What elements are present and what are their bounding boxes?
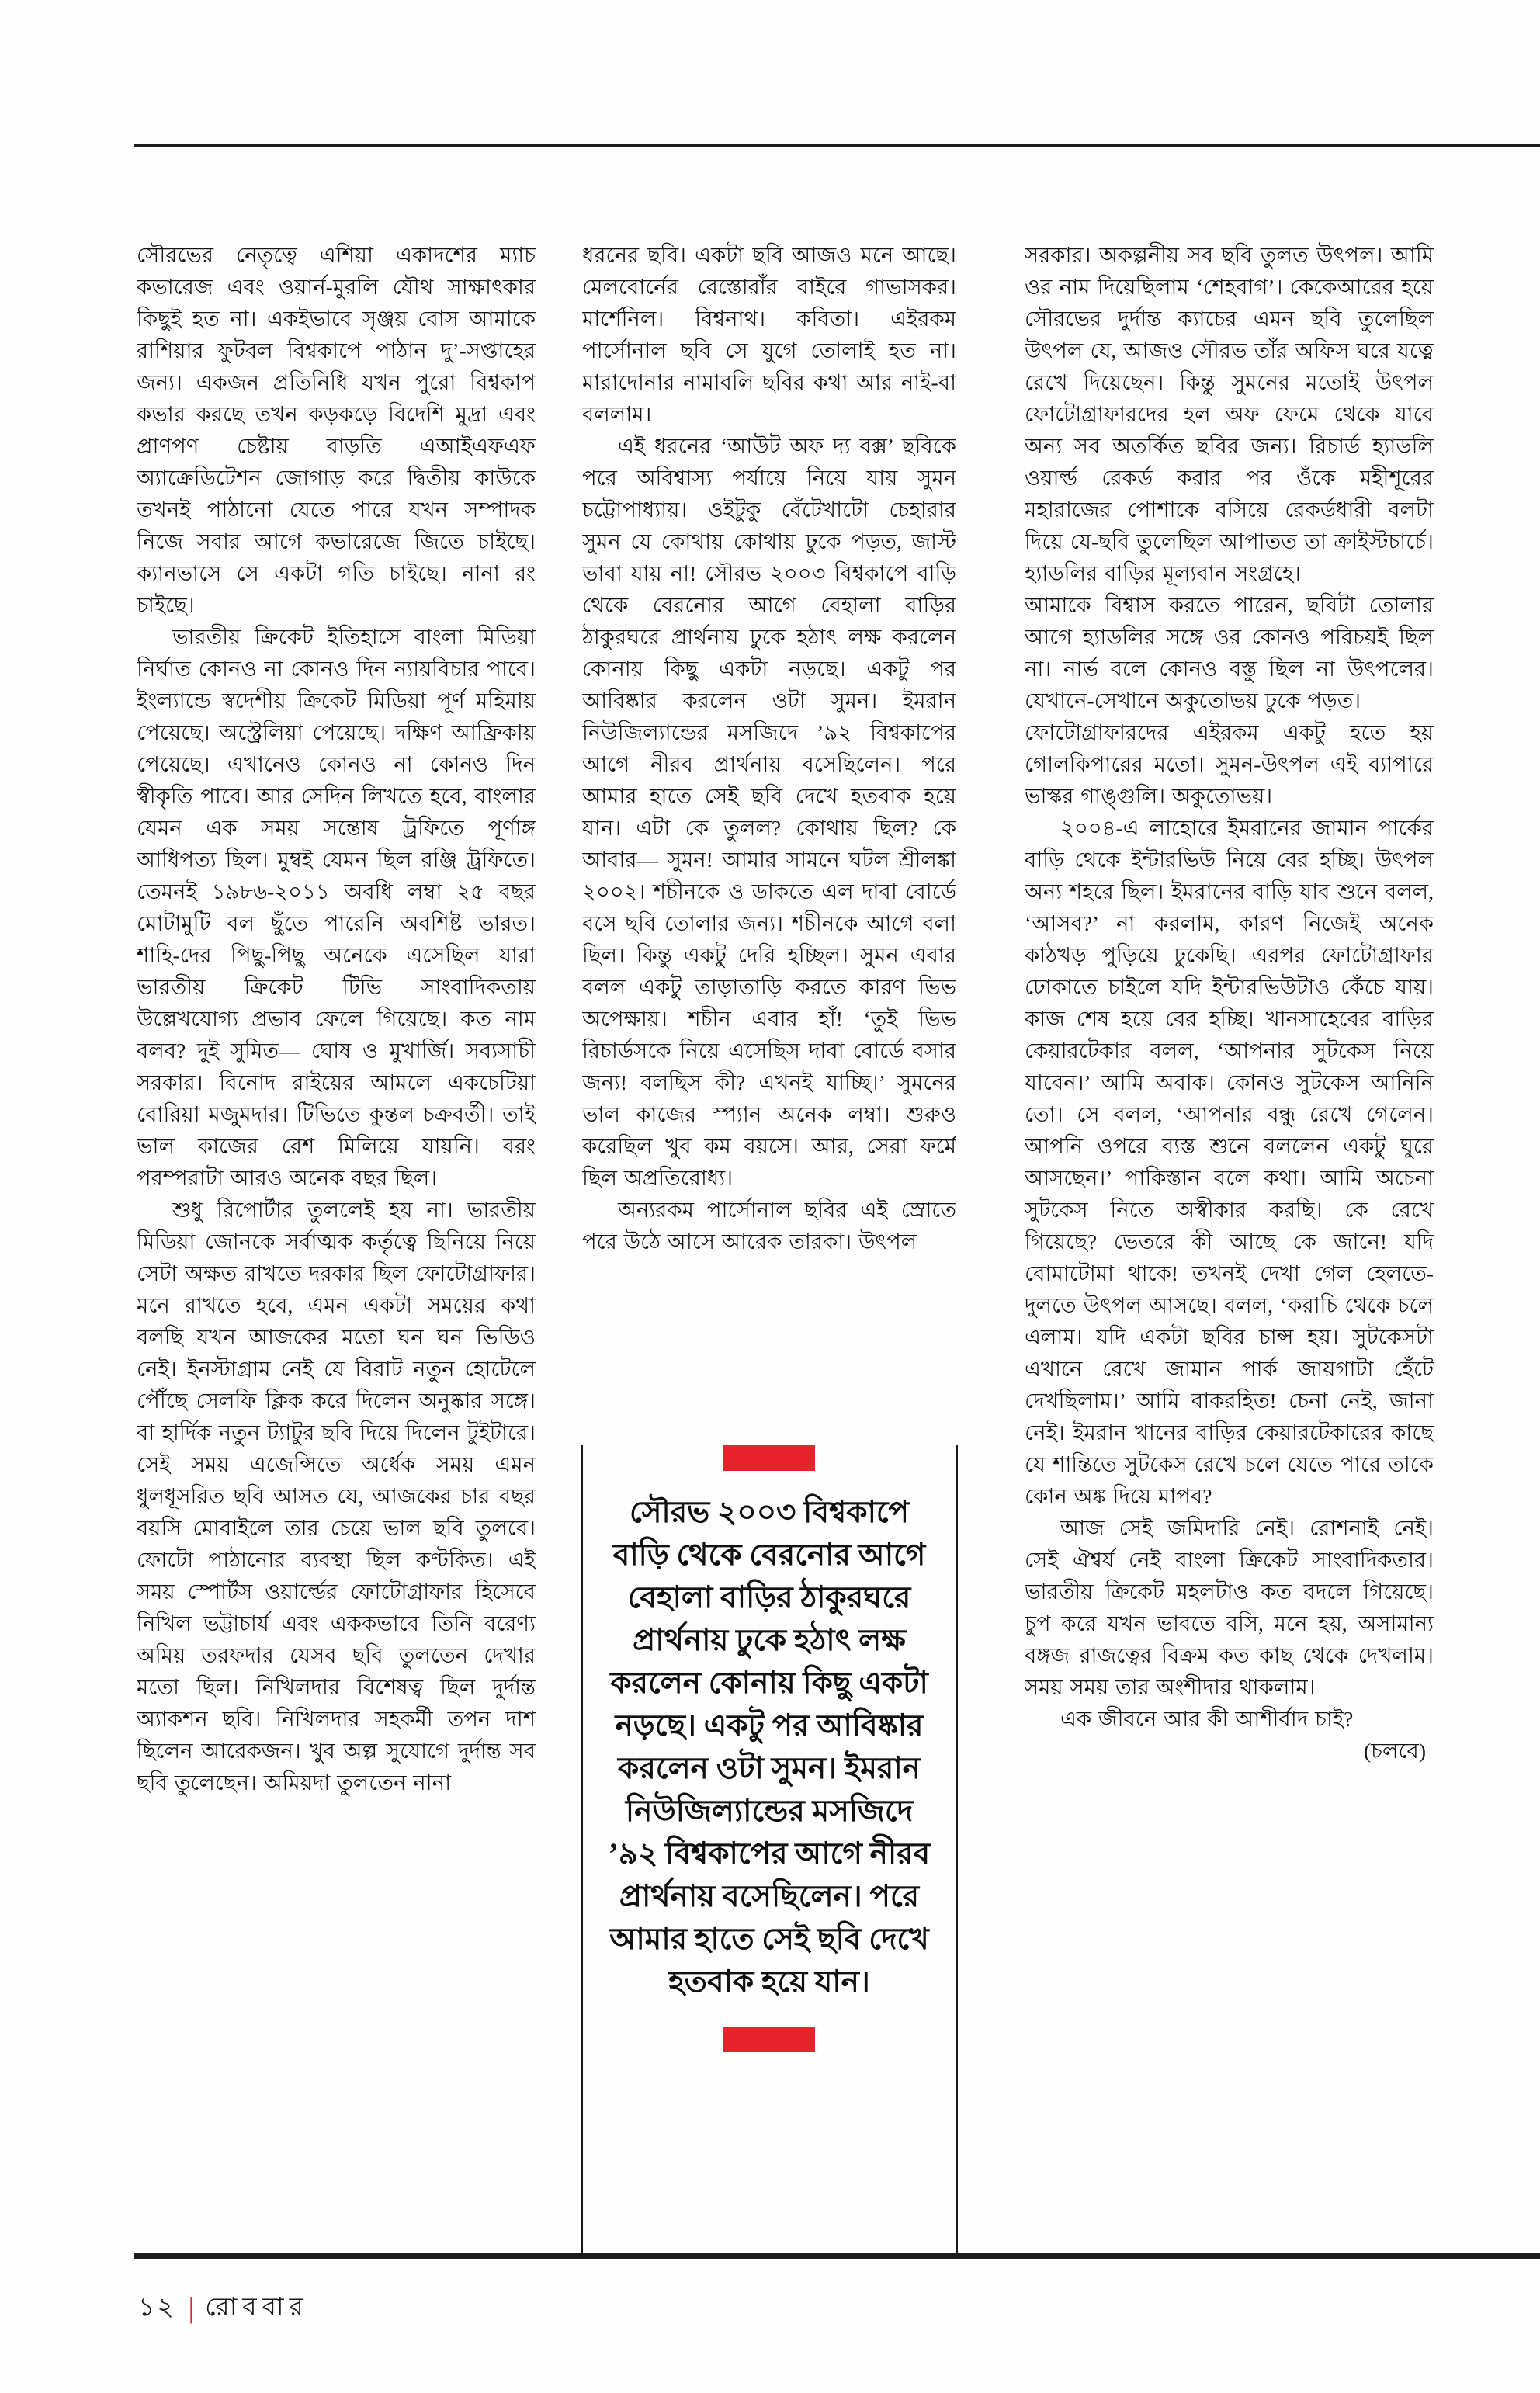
pull-quote-text: সৌরভ ২০০৩ বিশ্বকাপে বাড়ি থেকে বেরনোর আগে বেহালা বাড়ির ঠাকুরঘরে প্রার্থনায় ঢুকে হঠাৎ লক্ষ করলেন কোনায় কিছু একটা নড়ছে। একটু পর আবিষ্কার করলেন ওটা সুমন। ইমরান নিউজিল্যান্ডের মসজিদে ’৯২ বিশ্বকাপের আগে নীরব প্রার্থনায় বসেছিলেন। পরে আমার হাতে সেই ছবি দেখে হতবাক হয়ে যান। <box>608 1496 931 1999</box>
paragraph: ধরনের ছবি। একটা ছবি আজও মনে আছে। মেলবোর্নের রেস্তোরাঁর বাইরে গাভাসকর। মার্শেনিল। বিশ্বনাথ। কবিতা। এইরকম পার্সোনাল ছবি সে যুগে তোলাই হত না। মারাদোনার নামাবলি ছবির কথা আর নাই-বা বললাম। <box>582 243 956 426</box>
page-number: ১২ <box>138 2294 176 2322</box>
paragraph: এই ধরনের ‘আউট অফ দ্য বক্স’ ছবিকে পরে অবিশ্বাস্য পর্যায়ে নিয়ে যায় সুমন চট্টোপাধ্যায়। ওইটুকু বেঁটেখাটো চেহারার সুমন যে কোথায় কোথায় ঢুকে পড়ত, জাস্ট ভাবা যায় না! সৌরভ ২০০৩ বিশ্বকাপে বাড়ি থেকে বেরনোর আগে বেহালা বাড়ির ঠাকুরঘরে প্রার্থনায় ঢুকে হঠাৎ লক্ষ করলেন কোনায় কিছু একটা নড়ছে। একটু পর আবিষ্কার করলেন ওটা সুমন। ইমরান নিউজিল্যান্ডের মসজিদে ’৯২ বিশ্বকাপের আগে নীরব প্রার্থনায় বসেছিলেন। পরে আমার হাতে সেই ছবি দেখে হতবাক হয়ে যান। এটা কে তুলল? কোথায় ছিল? কে আবার— সুমন! আমার সামনে ঘটল শ্রীলঙ্কা ২০০২। শচীনকে ও ডাকতে এল দাবা বোর্ডে বসে ছবি তোলার জন্য। শচীনকে আগে বলা ছিল। কিন্তু একটু দেরি হচ্ছিল। সুমন এবার বলল একটু তাড়াতাড়ি করতে কারণ ভিভ অপেক্ষায়। শচীন এবার হাঁ! ‘তুই ভিভ রিচার্ডসকে নিয়ে এসেছিস দাবা বোর্ডে বসার জন্য! বলছিস কী? এখনই যাচ্ছি।’ সুমনের ভাল কাজের স্প্যান অনেক লম্বা। শুরুও করেছিল খুব কম বয়সে। আর, সেরা ফর্মে ছিল অপ্রতিরোধ্য। <box>582 434 956 1190</box>
paragraph: অন্যরকম পার্সোনাল ছবির এই স্রোতে পরে উঠে আসে আরেক তারকা। উৎপল <box>582 1198 956 1254</box>
paragraph: সৌরভের নেতৃত্বে এশিয়া একাদশের ম্যাচ কভারেজ এবং ওয়ার্ন-মুরলি যৌথ সাক্ষাৎকার কিছুই হত না। একইভাবে সৃঞ্জয় বোস আমাকে রাশিয়ার ফুটবল বিশ্বকাপে পাঠান দু’-সপ্তাহের জন্য। একজন প্রতিনিধি যখন পুরো বিশ্বকাপ কভার করছে তখন কড়কড়ে বিদেশি মুদ্রা এবং প্রাণপণ চেষ্টায় বাড়তি এআইএফএফ অ্যাক্রেডিটেশন জোগাড় করে দ্বিতীয় কাউকে তখনই পাঠানো যেতে পারে যখন সম্পাদক নিজে সবার আগে কভারেজে জিতে চাইছে। ক্যানভাসে সে একটা গতি চাইছে। নানা রং চাইছে। <box>137 243 536 617</box>
pull-quote-bottom-accent-bar <box>723 2027 815 2052</box>
continuation-mark: (চলবে) <box>1363 1739 1426 1763</box>
paragraph: আমাকে বিশ্বাস করতে পারেন, ছবিটা তোলার আগে হ্যাডলির সঙ্গে ওর কোনও পরিচয়ই ছিল না। নার্ভ বলে কোনও বস্তু ছিল না উৎপলের। যেখানে-সেখানে অকুতোভয় ঢুকে পড়ত। <box>1025 593 1434 713</box>
article-column-1 <box>137 239 536 2246</box>
footer-rule <box>134 2253 1540 2259</box>
pull-quote-box <box>581 1445 958 2256</box>
pull-quote-top-accent-bar <box>723 1445 815 1471</box>
paragraph: ভারতীয় ক্রিকেট ইতিহাসে বাংলা মিডিয়া নির্ঘাত কোনও না কোনও দিন ন্যায়বিচার পাবে। ইংল্যান্ডে স্বদেশীয় ক্রিকেট মিডিয়া পূর্ণ মহিমায় পেয়েছে। অস্ট্রেলিয়া পেয়েছে। দক্ষিণ আফ্রিকায় পেয়েছে। এখানেও কোনও না কোনও দিন স্বীকৃতি পাবে। আর সেদিন লিখতে হবে, বাংলার যেমন এক সময় সন্তোষ ট্রফিতে পূর্ণাঙ্গ আধিপত্য ছিল। মুম্বই যেমন ছিল রঞ্জি ট্রফিতে। তেমনই ১৯৮৬-২০১১ অবধি লম্বা ২৫ বছর মোটামুটি বল ছুঁতে পারেনি অবশিষ্ট ভারত। শাহি-দের পিছু-পিছু অনেকে এসেছিল যারা ভারতীয় ক্রিকেট টিভি সাংবাদিকতায় উল্লেখযোগ্য প্রভাব ফেলে গিয়েছে। কত নাম বলব? দুই সুমিত— ঘোষ ও মুখার্জি। সব্যসাচী সরকার। বিনোদ রাইয়ের আমলে একচেটিয়া বোরিয়া মজুমদার। টিভিতে কুন্তল চক্রবর্তী। তাই ভাল কাজের রেশ মিলিয়ে যায়নি। বরং পরম্পরাটা আরও অনেক বছর ছিল। <box>137 625 536 1190</box>
paragraph: এক জীবনে আর কী আশীর্বাদ চাই? <box>1060 1707 1354 1731</box>
footer-separator: | <box>188 2291 195 2325</box>
top-rule <box>134 144 1540 147</box>
article-column-3 <box>1025 239 1434 2246</box>
page-footer <box>138 2287 309 2330</box>
paragraph: সরকার। অকল্পনীয় সব ছবি তুলত উৎপল। আমি ওর নাম দিয়েছিলাম ‘শেহবাগ’। কেকেআরের হয়ে সৌরভের দুর্দান্ত ক্যাচের এমন ছবি তুলেছিল উৎপল যে, আজও সৌরভ তাঁর অফিস ঘরে যত্নে রেখে দিয়েছেন। কিন্তু সুমনের মতোই উৎপল ফোটোগ্রাফারদের হল অফ ফেমে থেকে যাবে অন্য সব অতর্কিত ছবির জন্য। রিচার্ড হ্যাডলি ওয়ার্ল্ড রেকর্ড করার পর ওঁকে মহীশূরের মহারাজের পোশাকে বসিয়ে রেকর্ডধারী বলটা দিয়ে যে-ছবি তুলেছিল আপাতত তা ক্রাইস্টচার্চে। হ্যাডলির বাড়ির মূল্যবান সংগ্রহে। <box>1025 243 1434 585</box>
paragraph: শুধু রিপোর্টার তুললেই হয় না। ভারতীয় মিডিয়া জোনকে সর্বাত্মক কর্তৃত্বে ছিনিয়ে নিয়ে সেটা অক্ষত রাখতে দরকার ছিল ফোটোগ্রাফার। মনে রাখতে হবে, এমন একটা সময়ের কথা বলছি যখন আজকের মতো ঘন ঘন ভিডিও নেই। ইনস্টাগ্রাম নেই যে বিরাট নতুন হোটেলে পৌঁছে সেলফি ক্লিক করে দিলেন অনুষ্কার সঙ্গে। বা হার্দিক নতুন ট্যাটুর ছবি দিয়ে দিলেন টুইটারে। সেই সময় এজেন্সিতে অর্ধেক সময় এমন ধুলধূসরিত ছবি আসত যে, আজকের চার বছর বয়সি মোবাইলে তার চেয়ে ভাল ছবি তুলবে। ফোটো পাঠানোর ব্যবস্থা ছিল কণ্টকিত। এই সময় স্পোর্টস ওয়ার্ল্ডের ফোটোগ্রাফার হিসেবে নিখিল ভট্টাচার্য এবং এককভাবে তিনি বরেণ্য অমিয় তরফদার যেসব ছবি তুলতেন দেখার মতো ছিল। নিখিলদার বিশেষত্ব ছিল দুর্দান্ত অ্যাকশন ছবি। নিখিলদার সহকর্মী তপন দাশ ছিলেন আরেকজন। খুব অল্প সুযোগে দুর্দান্ত সব ছবি তুলেছেন। অমিয়দা তুলতেন নানা <box>137 1198 536 1795</box>
paragraph: ২০০৪-এ লাহোরে ইমরানের জামান পার্কের বাড়ি থেকে ইন্টারভিউ নিয়ে বের হচ্ছি। উৎপল অন্য শহরে ছিল। ইমরানের বাড়ি যাব শুনে বলল, ‘আসব?’ না করলাম, কারণ নিজেই অনেক কাঠখড় পুড়িয়ে ঢুকেছি। এরপর ফোটোগ্রাফার ঢোকাতে চাইলে যদি ইন্টারভিউটাও কেঁচে যায়। কাজ শেষ হয়ে বের হচ্ছি। খানসাহেবের বাড়ির কেয়ারটেকার বলল, ‘আপনার সুটকেস নিয়ে যাবেন।’ আমি অবাক। কোনও সুটকেস আনিনি তো। সে বলল, ‘আপনার বন্ধু রেখে গেলেন। আপনি ওপরে ব্যস্ত শুনে বললেন একটু ঘুরে আসছেন।’ পাকিস্তান বলে কথা। আমি অচেনা সুটকেস নিতে অস্বীকার করছি। কে রেখে গিয়েছে? ভেতরে কী আছে কে জানে! যদি বোমাটোমা থাকে! তখনই দেখা গেল হেলতে-দুলতে উৎপল আসছে। বলল, ‘করাচি থেকে চলে এলাম। যদি একটা ছবির চান্স হয়। সুটকেসটা এখানে রেখে জামান পার্ক জায়গাটা হেঁটে দেখছিলাম।’ আমি বাকরহিত! চেনা নেই, জানা নেই। ইমরান খানের বাড়ির কেয়ারটেকারের কাছে যে শান্তিতে সুটকেস রেখে চলে যেতে পারে তাকে কোন অঙ্ক দিয়ে মাপব? <box>1025 816 1434 1508</box>
article-column-2 <box>582 239 956 1403</box>
paragraph: আজ সেই জমিদারি নেই। রোশনাই নেই। সেই ঐশ্বর্য নেই বাংলা ক্রিকেট সাংবাদিকতার। ভারতীয় ক্রিকেট মহলটাও কত বদলে গিয়েছে। চুপ করে যখন ভাবতে বসি, মনে হয়, অসামান্য বঙ্গজ রাজত্বের বিক্রম কত কাছ থেকে দেখলাম। সময় সময় তার অংশীদার থাকলাম। <box>1025 1516 1434 1699</box>
publication-name: রোববার <box>205 2294 309 2322</box>
paragraph: ফোটোগ্রাফারদের এইরকম একটু হতে হয় গোলকিপারের মতো। সুমন-উৎপল এই ব্যাপারে ভাস্কর গাঙ্গুলি। অকুতোভয়। <box>1025 720 1434 808</box>
